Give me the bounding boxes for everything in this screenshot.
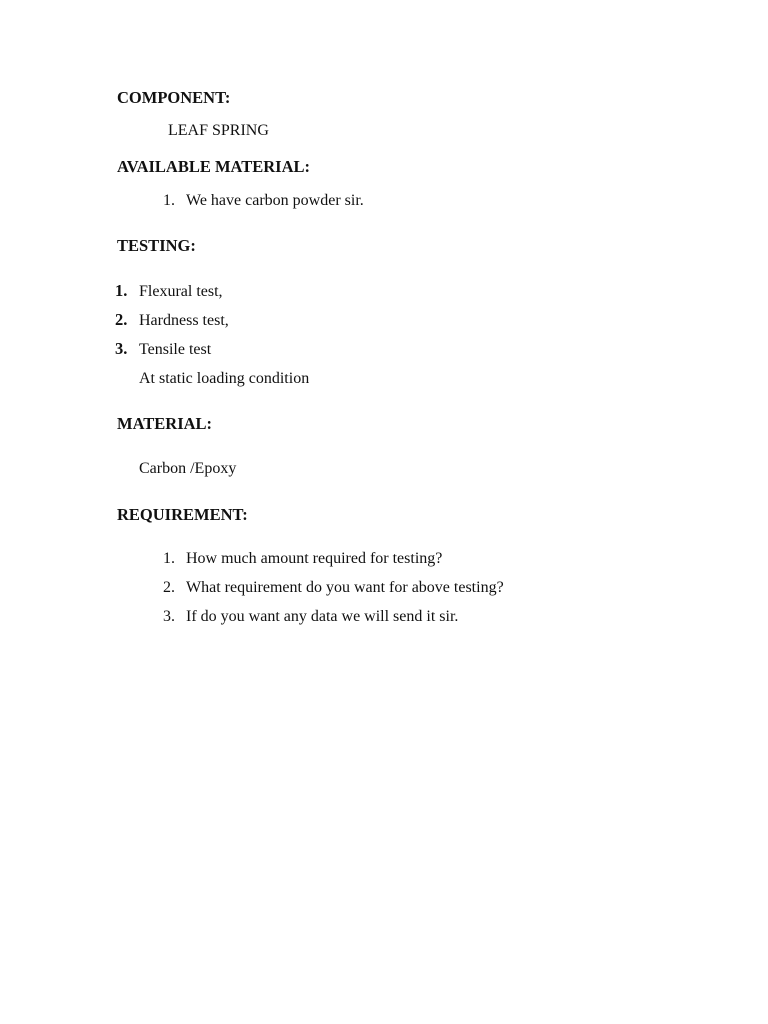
requirement-item-number: 3. xyxy=(163,608,175,625)
testing-item-number: 2. xyxy=(115,310,128,329)
testing-item-text: Flexural test, xyxy=(139,283,223,300)
testing-item-text: Tensile test xyxy=(139,341,212,358)
component-heading: COMPONENT: xyxy=(117,88,231,107)
testing-item-number: 1. xyxy=(115,281,128,300)
component-value: LEAF SPRING xyxy=(168,122,269,139)
requirement-heading: REQUIREMENT: xyxy=(117,505,248,524)
testing-note: At static loading condition xyxy=(139,370,310,387)
testing-item-number: 3. xyxy=(115,339,128,358)
testing-heading: TESTING: xyxy=(117,236,196,255)
requirement-item-number: 1. xyxy=(163,550,175,567)
requirement-item-number: 2. xyxy=(163,579,175,596)
available-material-item-number: 1. xyxy=(163,192,175,209)
requirement-item-text: How much amount required for testing? xyxy=(186,550,443,567)
testing-item-text: Hardness test, xyxy=(139,312,229,329)
available-material-item-text: We have carbon powder sir. xyxy=(186,192,364,209)
material-value: Carbon /Epoxy xyxy=(139,460,237,477)
material-heading: MATERIAL: xyxy=(117,414,213,433)
available-material-heading: AVAILABLE MATERIAL: xyxy=(117,157,311,176)
requirement-item-text: If do you want any data we will send it sir. xyxy=(186,608,459,625)
requirement-item-text: What requirement do you want for above testing? xyxy=(186,579,504,596)
